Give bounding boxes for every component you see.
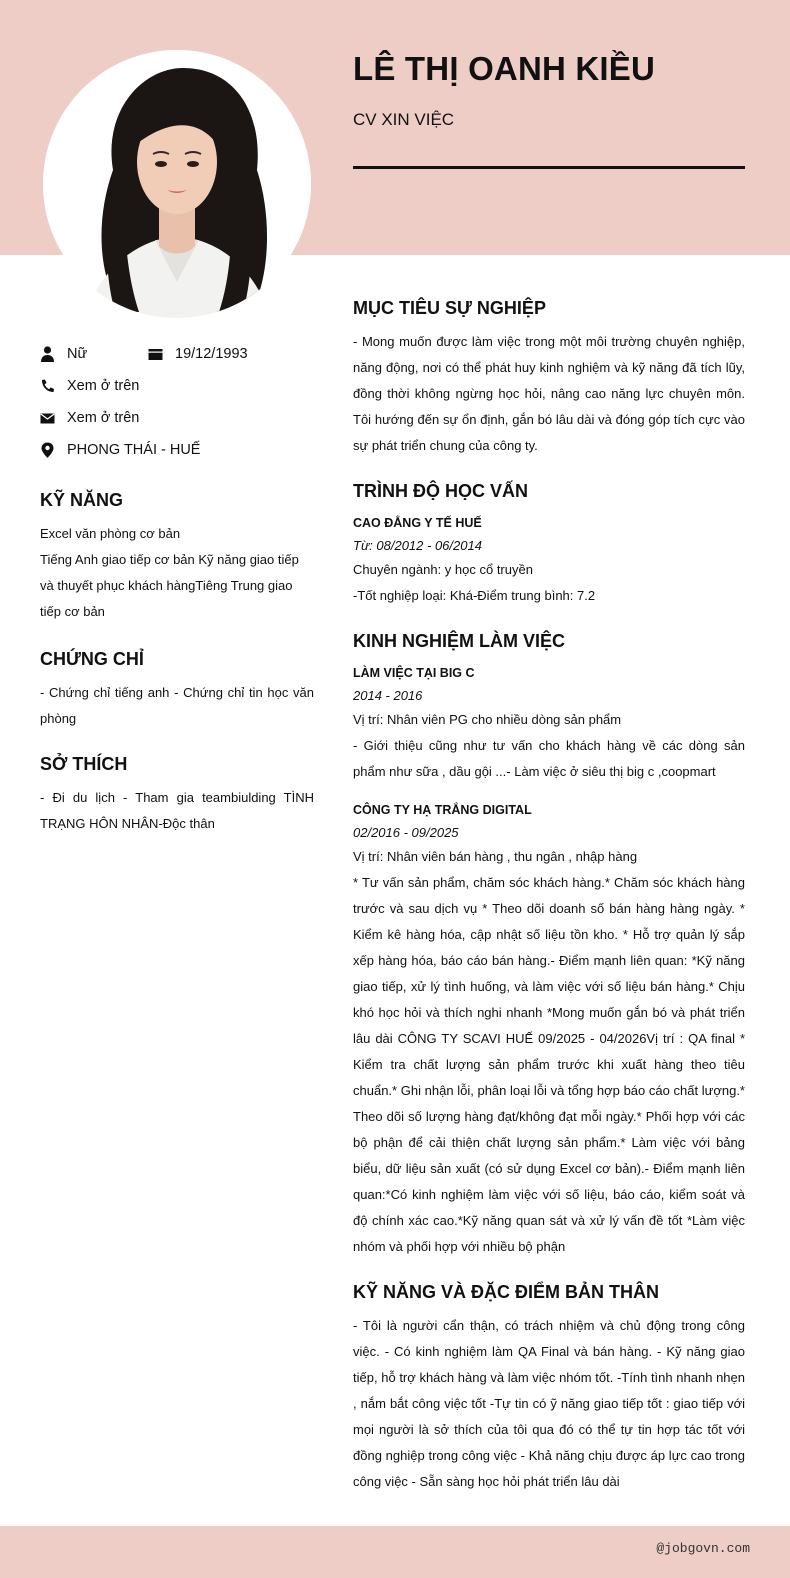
phone-value: Xem ở trên bbox=[67, 378, 140, 394]
address-value: PHONG THÁI - HUẾ bbox=[67, 442, 201, 458]
education-major: Chuyên ngành: y học cổ truyền bbox=[353, 562, 533, 577]
job-position: Vị trí: Nhân viên bán hàng , thu ngân , nhập hàng bbox=[353, 849, 638, 864]
mail-icon bbox=[40, 410, 55, 426]
job-description: - Giới thiệu cũng như tư vấn cho khách hàng về các dòng sản phẩm như sữa , dầu gội ...- Làm việc ở siêu thị big c ,coopmart bbox=[353, 738, 745, 779]
experience-title: KINH NGHIỆM LÀM VIỆC bbox=[353, 631, 566, 651]
left-column bbox=[40, 338, 314, 837]
gender-value: Nữ bbox=[67, 346, 88, 362]
contact-row-address bbox=[40, 434, 314, 466]
job-company: LÀM VIỆC TẠI BIG C bbox=[353, 666, 475, 680]
education-title: TRÌNH ĐỘ HỌC VẤN bbox=[353, 481, 528, 501]
right-column bbox=[353, 298, 745, 1495]
calendar-icon bbox=[148, 346, 163, 362]
education-school: CAO ĐẲNG Y TẾ HUẾ bbox=[353, 516, 482, 530]
job-entry bbox=[353, 799, 745, 1260]
certificates-text: - Chứng chỉ tiếng anh - Chứng chỉ tin học văn phòng bbox=[40, 685, 314, 726]
hobbies-title: SỞ THÍCH bbox=[40, 754, 128, 774]
education-grade: -Tốt nghiệp loại: Khá-Điểm trung bình: 7.2 bbox=[353, 588, 596, 603]
contact-row-phone bbox=[40, 370, 314, 402]
education-period: Từ: 08/2012 - 06/2014 bbox=[353, 538, 482, 553]
certificates-title: CHỨNG CHỈ bbox=[40, 649, 144, 669]
profile-photo bbox=[43, 50, 311, 318]
footer-watermark: @jobgovn.com bbox=[656, 1541, 750, 1556]
personal-skills-text: - Tôi là người cẩn thận, có trách nhiệm và chủ động trong công việc. - Có kinh nghiệm làm QA Final và bán hàng. - Kỹ năng giao tiếp, hỗ trợ khách hàng và làm việc nhóm tốt. -Tính tình nhanh nhẹn , nắm bắt công việc tốt -Tự tin có ỹ năng giao tiếp tốt : giao tiếp với mọi người là sở thích của tôi qua đó có thể tự tin hợp tác tốt với đồng nghiệp trong công việc - Khả năng chịu được áp lực cao trong công việc - Sẵn sàng học hỏi phát triển lâu dài bbox=[353, 1318, 745, 1489]
contact-row-gender-birthdate bbox=[40, 338, 314, 370]
phone-icon bbox=[40, 378, 55, 394]
personal-skills-title: KỸ NĂNG VÀ ĐẶC ĐIỂM BẢN THÂN bbox=[353, 1282, 659, 1302]
skills-line-2: Tiếng Anh giao tiếp cơ bản Kỹ năng giao tiếp và thuyết phục khách hàngTiêng Trung giao tiếp cơ bản bbox=[40, 552, 299, 619]
skills-title: KỸ NĂNG bbox=[40, 490, 124, 510]
objective-title: MỤC TIÊU SỰ NGHIỆP bbox=[353, 298, 546, 318]
candidate-name: LÊ THỊ OANH KIỀU bbox=[353, 50, 656, 87]
gender-cell bbox=[40, 346, 148, 362]
cv-subtitle: CV XIN VIỆC bbox=[353, 110, 455, 129]
job-period: 02/2016 - 09/2025 bbox=[353, 825, 459, 840]
email-value: Xem ở trên bbox=[67, 410, 140, 426]
job-entry bbox=[353, 662, 745, 785]
hobbies-text: - Đi du lịch - Tham gia teambiulding TÌNH TRẠNG HÔN NHÂN-Độc thân bbox=[40, 790, 314, 831]
birthdate-value: 19/12/1993 bbox=[175, 346, 248, 362]
job-period: 2014 - 2016 bbox=[353, 688, 423, 703]
birthdate-cell bbox=[148, 346, 248, 362]
job-company: CÔNG TY HẠ TRẮNG DIGITAL bbox=[353, 803, 532, 817]
header-divider bbox=[353, 166, 745, 169]
job-description: * Tư vấn sản phẩm, chăm sóc khách hàng.* Chăm sóc khách hàng trước và sau dịch vụ * Theo dõi doanh số bán hàng hàng ngày. * Kiểm kê hàng hóa, cập nhật số liệu tồn kho. * Hỗ trợ quản lý sắp xếp hàng hóa, báo cáo bán hàng.- Điểm mạnh liên quan: *Kỹ năng giao tiếp, xử lý tình huống, và làm việc với số liệu bán hàng.* Chịu khó học hỏi và thích nghi nhanh *Mong muốn gắn bó và phát triển lâu dài CÔNG TY SCAVI HUẾ 09/2025 - 04/2026Vị trí : QA final * Kiểm tra chất lượng sản phẩm trước khi xuất hàng theo tiêu chuẩn.* Ghi nhận lỗi, phân loại lỗi và tổng hợp báo cáo chất lượng.* Theo dõi số lượng hàng đạt/không đạt mỗi ngày.* Phối hợp với các bộ phận để cải thiện chất lượng sản phẩm.* Làm việc với bảng biểu, dữ liệu sản xuất (có sử dụng Excel cơ bản).- Điểm mạnh liên quan:*Có kinh nghiệm làm việc với số liệu, báo cáo, kiểm soát và độ chính xác cao.*Kỹ năng quan sát và xử lý vấn đề tốt *Làm việc nhóm và phối hợp với nhiều bộ phận bbox=[353, 875, 745, 1254]
job-position: Vị trí: Nhân viên PG cho nhiều dòng sản phẩm bbox=[353, 712, 622, 727]
objective-text: - Mong muốn được làm việc trong một môi trường chuyên nghiệp, năng động, nơi có thể phát huy kinh nghiệm và kỹ năng đã tích lũy, đồng thời không ngừng học hỏi, nâng cao năng lực chuyên môn. Tôi hướng đến sự ổn định, gắn bó lâu dài và đóng góp tích cực vào sự phát triển chung của công ty. bbox=[353, 334, 745, 453]
person-icon bbox=[40, 346, 55, 362]
location-pin-icon bbox=[40, 442, 55, 458]
profile-photo-image bbox=[43, 50, 311, 318]
skills-line-1: Excel văn phòng cơ bản bbox=[40, 526, 181, 541]
contact-row-email bbox=[40, 402, 314, 434]
